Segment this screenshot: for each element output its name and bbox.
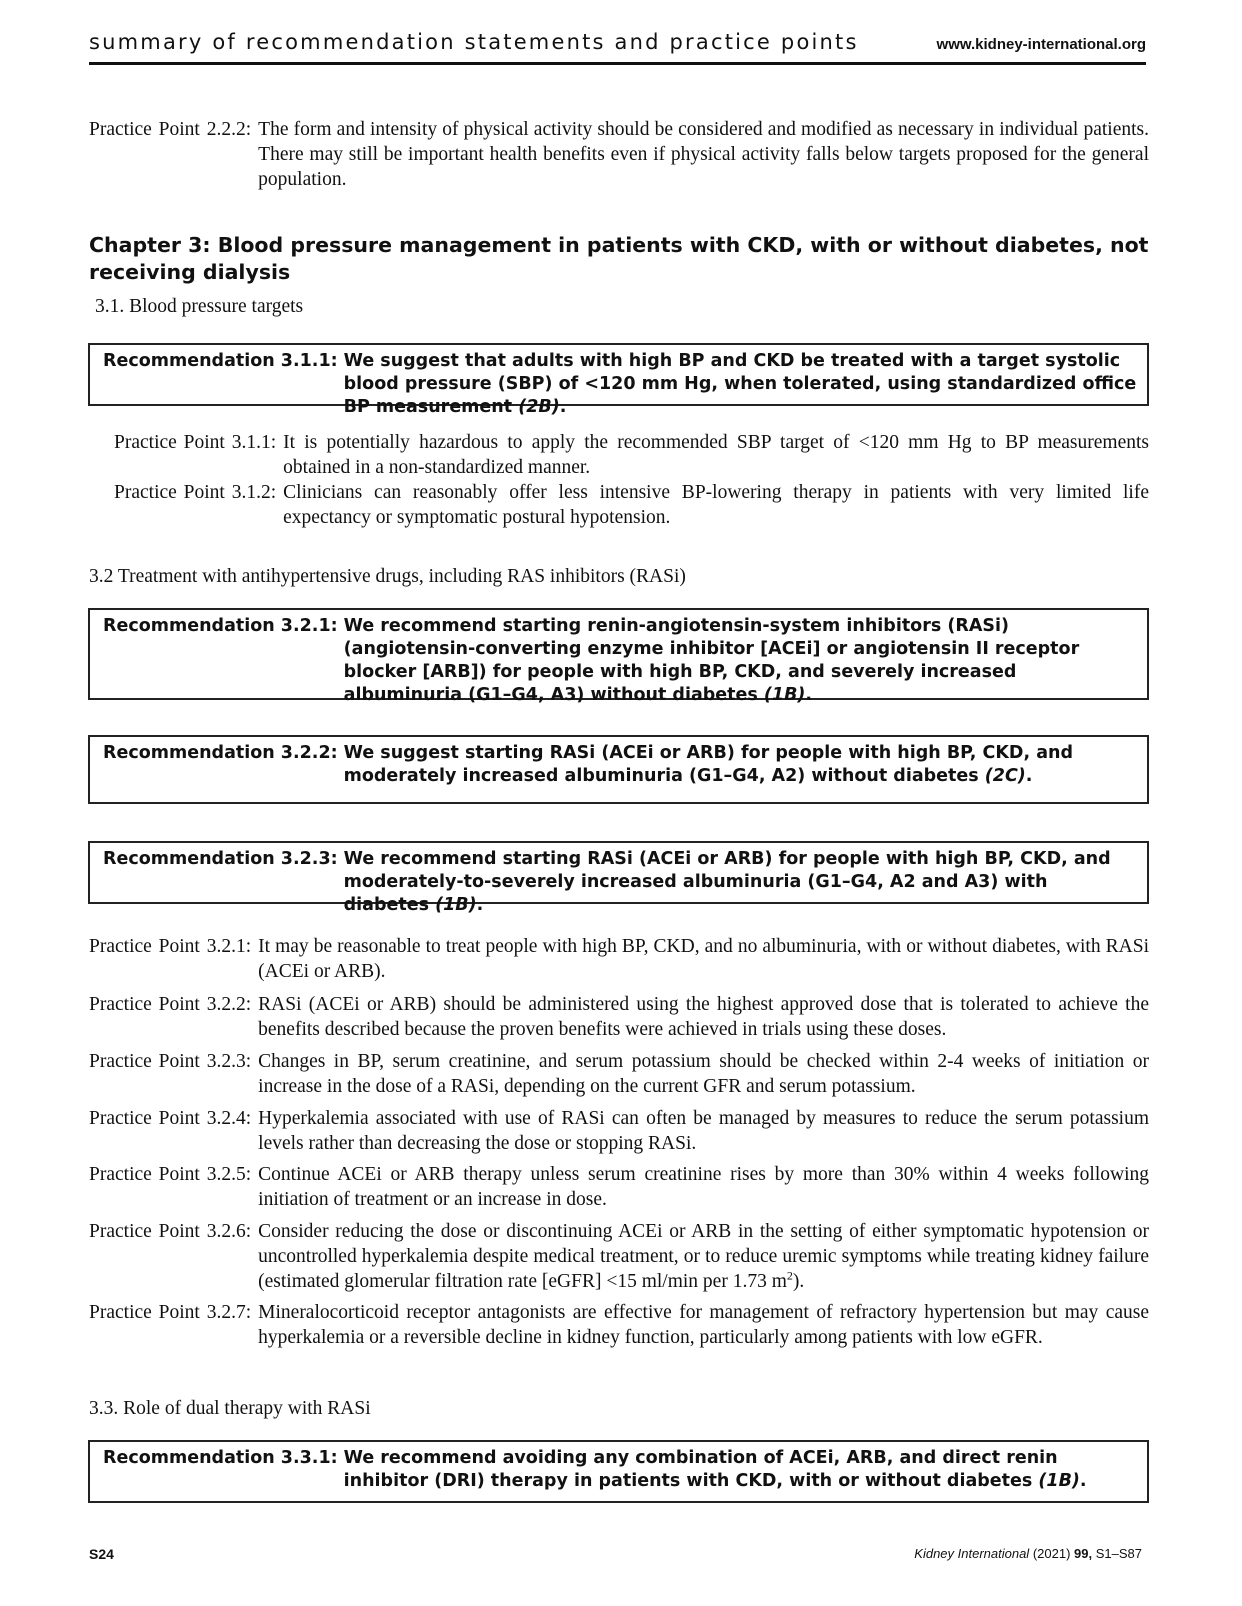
recommendation-3-2-1	[88, 608, 1149, 705]
practice-point-3-2-4	[89, 1106, 1149, 1156]
practice-point-label: Practice Point 3.2.1:	[89, 936, 252, 957]
practice-point-3-2-1	[89, 934, 1149, 984]
chapter-heading: Chapter 3: Blood pressure management in patients with CKD, with or without diabetes, not receiving dialysis	[89, 233, 1149, 284]
practice-point-text: It is potentially hazardous to apply the recommended SBP target of <120 mm Hg to BP measurements obtained in a non-standardized manner.	[283, 432, 1149, 478]
evidence-grade: (1B)	[1038, 1471, 1080, 1491]
evidence-grade: (2C)	[984, 766, 1026, 786]
practice-point-label: Practice Point 3.2.3:	[89, 1051, 252, 1072]
recommendation-3-2-3	[88, 841, 1149, 915]
practice-point-3-1-1	[114, 430, 1149, 480]
practice-point-text: Clinicians can reasonably offer less intensive BP-lowering therapy in patients with very limited life expectancy or symptomatic postural hypotension.	[283, 482, 1149, 528]
practice-point-text: The form and intensity of physical activity should be considered and modified as necessary in individual patients. There may still be important health benefits even if physical activity falls below targets proposed for the general population.	[258, 119, 1149, 190]
header-url[interactable]: www.kidney-international.org	[936, 36, 1146, 53]
practice-point-3-2-6	[89, 1219, 1149, 1294]
practice-point-3-1-2	[114, 480, 1149, 530]
section-heading-3-3: 3.3. Role of dual therapy with RASi	[89, 1398, 371, 1419]
section-heading-3-1: 3.1. Blood pressure targets	[95, 296, 304, 317]
recommendation-text: We recommend starting renin-angiotensin-system inhibitors (RASi) (angiotensin-converting enzyme inhibitor [ACEi] or angiotensin II receptor blocker [ARB]) for people with high BP, CKD, and severely increased albuminuria (G1–G4, A3) without diabetes (1B).	[343, 616, 1080, 705]
practice-point-label: Practice Point 3.2.4:	[89, 1108, 252, 1129]
recommendation-label: Recommendation 3.2.2:	[103, 743, 338, 763]
practice-point-label: Practice Point 3.1.1:	[114, 432, 277, 453]
practice-point-3-2-7	[89, 1300, 1149, 1350]
practice-point-text: Hyperkalemia associated with use of RASi can often be managed by measures to reduce the serum potassium levels rather than decreasing the dose or stopping RASi.	[258, 1108, 1149, 1154]
running-header	[89, 30, 1146, 65]
recommendation-label: Recommendation 3.2.3:	[103, 849, 338, 869]
practice-point-label: Practice Point 3.2.7:	[89, 1302, 252, 1323]
practice-point-text: RASi (ACEi or ARB) should be administered using the highest approved dose that is tolerated to achieve the benefits described because the proven benefits were achieved in trials using these doses.	[258, 994, 1149, 1040]
recommendation-label: Recommendation 3.1.1:	[103, 351, 338, 371]
recommendation-text: We recommend starting RASi (ACEi or ARB) for people with high BP, CKD, and moderately-to-severely increased albuminuria (G1–G4, A2 and A3) with diabetes (1B).	[343, 849, 1111, 915]
evidence-grade: (2B)	[518, 397, 560, 417]
evidence-grade: (1B)	[435, 895, 477, 915]
practice-point-label: Practice Point 3.2.2:	[89, 994, 252, 1015]
section-heading-3-2: 3.2 Treatment with antihypertensive drugs, including RAS inhibitors (RASi)	[89, 566, 686, 587]
practice-point-2-2-2	[89, 117, 1149, 192]
recommendation-text: We suggest starting RASi (ACEi or ARB) for people with high BP, CKD, and moderately increased albuminuria (G1–G4, A2) without diabetes (2C).	[343, 743, 1073, 786]
recommendation-3-3-1	[88, 1440, 1149, 1503]
recommendation-label: Recommendation 3.3.1:	[103, 1448, 338, 1468]
practice-point-text: It may be reasonable to treat people with high BP, CKD, and no albuminuria, with or without diabetes, with RASi (ACEi or ARB).	[258, 936, 1149, 982]
practice-point-text: Continue ACEi or ARB therapy unless serum creatinine rises by more than 30% within 4 weeks following initiation of treatment or an increase in dose.	[258, 1164, 1149, 1210]
recommendation-3-2-2	[88, 735, 1149, 804]
practice-point-3-2-3	[89, 1049, 1149, 1099]
practice-point-text: Consider reducing the dose or discontinuing ACEi or ARB in the setting of either symptomatic hypotension or uncontrolled hyperkalemia despite medical treatment, or to reduce uremic symptoms while treating kidney failure (estimated glomerular filtration rate [eGFR] <15 ml/min per 1.73 $m^2$).	[258, 1221, 1149, 1292]
recommendation-label: Recommendation 3.2.1:	[103, 616, 338, 636]
practice-point-label: Practice Point 2.2.2:	[89, 119, 252, 140]
practice-point-3-2-2	[89, 992, 1149, 1042]
header-title: summary of recommendation statements and practice points	[89, 30, 859, 54]
evidence-grade: (1B)	[763, 685, 806, 705]
recommendation-text: We recommend avoiding any combination of ACEi, ARB, and direct renin inhibitor (DRI) therapy in patients with CKD, with or without diabetes (1B).	[343, 1448, 1087, 1491]
page-number: S24	[89, 1546, 114, 1562]
practice-point-text: Mineralocorticoid receptor antagonists are effective for management of refractory hypertension but may cause hyperkalemia or a reversible decline in kidney function, particularly among patients with low eGFR.	[258, 1302, 1149, 1348]
practice-point-3-2-5	[89, 1162, 1149, 1212]
practice-point-label: Practice Point 3.1.2:	[114, 482, 277, 503]
recommendation-3-1-1	[88, 343, 1149, 417]
journal-citation: Kidney International (2021) 99, S1–S87	[914, 1546, 1142, 1561]
recommendation-text: We suggest that adults with high BP and CKD be treated with a target systolic blood pressure (SBP) of <120 mm Hg, when tolerated, using standardized office BP measurement (2B).	[343, 351, 1137, 417]
practice-point-label: Practice Point 3.2.6:	[89, 1221, 252, 1242]
practice-point-text: Changes in BP, serum creatinine, and serum potassium should be checked within 2-4 weeks of initiation or increase in the dose of a RASi, depending on the current GFR and serum potassium.	[258, 1051, 1149, 1097]
practice-point-label: Practice Point 3.2.5:	[89, 1164, 252, 1185]
